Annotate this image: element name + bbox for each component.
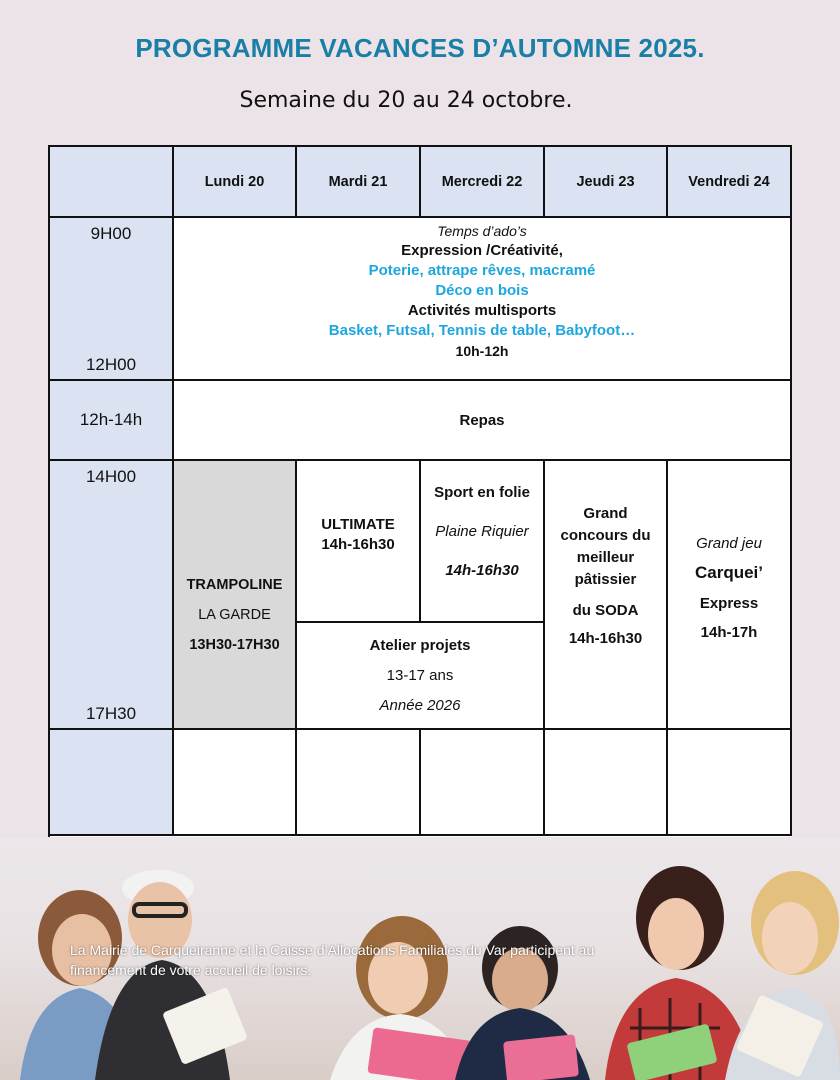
morning-line-4: Activités multisports: [407, 302, 557, 319]
friday-title: Carquei’: [694, 563, 764, 582]
corner-cell: [50, 147, 174, 218]
empty-cell: [545, 730, 668, 836]
credits-line-2: financement de votre accueil de loisirs.: [70, 962, 312, 978]
tuesday-title: ULTIMATE: [321, 516, 395, 533]
morning-hours: 10h-12h: [455, 343, 509, 359]
empty-cell: [421, 730, 545, 836]
morning-line-2: Poterie, attrape rêves, macramé: [368, 262, 596, 279]
credits-text: [70, 940, 750, 980]
time-afternoon-start: 14H00: [85, 467, 137, 486]
thursday-title: Grand concours du meilleur pâtissier: [560, 505, 651, 588]
day-header-tuesday: Mardi 21: [297, 147, 421, 218]
time-morning-end: 12H00: [85, 355, 137, 374]
time-cell-morning: [50, 218, 174, 381]
day-header-thursday: Jeudi 23: [545, 147, 668, 218]
friday-title-2: Express: [699, 595, 759, 612]
time-morning-start: 9H00: [90, 224, 132, 243]
wednesday-activity: [421, 461, 545, 623]
morning-line-1: Expression /Créativité,: [401, 242, 563, 259]
empty-cell: [174, 730, 297, 836]
empty-cell: [668, 730, 792, 836]
empty-time-cell: [50, 730, 174, 836]
wednesday-place: Plaine Riquier: [435, 522, 529, 540]
tuesday-activity: [297, 461, 421, 623]
workshop-title: Atelier projets: [369, 637, 471, 654]
time-cell-afternoon: [50, 461, 174, 730]
time-cell-lunch: 12h-14h: [50, 381, 174, 461]
credits-line-1: La Mairie de Carqueiranne et la Caisse d’Allocations Familiales du Var participent au: [70, 942, 595, 958]
lunch-cell: Repas: [174, 381, 792, 461]
schedule-table: [48, 145, 792, 837]
page-title: PROGRAMME VACANCES D’AUTOMNE 2025.: [135, 33, 705, 63]
morning-activities: [174, 218, 792, 381]
page-subtitle: Semaine du 20 au 24 octobre.: [239, 88, 573, 113]
time-afternoon-end: 17H30: [85, 704, 137, 723]
wednesday-title: Sport en folie: [434, 483, 530, 501]
workshop-ages: 13-17 ans: [386, 667, 454, 684]
monday-activity: [174, 461, 297, 730]
tuesday-hours: 14h-16h30: [321, 536, 395, 553]
thursday-activity: [545, 461, 668, 730]
day-header-monday: Lundi 20: [174, 147, 297, 218]
empty-cell: [297, 730, 421, 836]
thursday-hours: 14h-16h30: [568, 630, 643, 647]
monday-title: TRAMPOLINE: [186, 576, 283, 593]
friday-activity: [668, 461, 792, 730]
morning-line-5: Basket, Futsal, Tennis de table, Babyfoot…: [328, 322, 636, 339]
workshop-activity: [297, 623, 545, 730]
friday-hours: 14h-17h: [700, 624, 758, 641]
monday-hours: 13H30-17H30: [189, 636, 280, 653]
thursday-place: du SODA: [572, 602, 639, 619]
monday-place: LA GARDE: [198, 606, 271, 623]
friday-intro: Grand jeu: [696, 535, 762, 552]
morning-line-3: Déco en bois: [435, 282, 529, 299]
day-header-wednesday: Mercredi 22: [421, 147, 545, 218]
day-header-friday: Vendredi 24: [668, 147, 792, 218]
workshop-year: Année 2026: [379, 697, 461, 714]
wednesday-hours: 14h-16h30: [445, 561, 519, 579]
morning-intro: Temps d’ado’s: [437, 223, 527, 239]
